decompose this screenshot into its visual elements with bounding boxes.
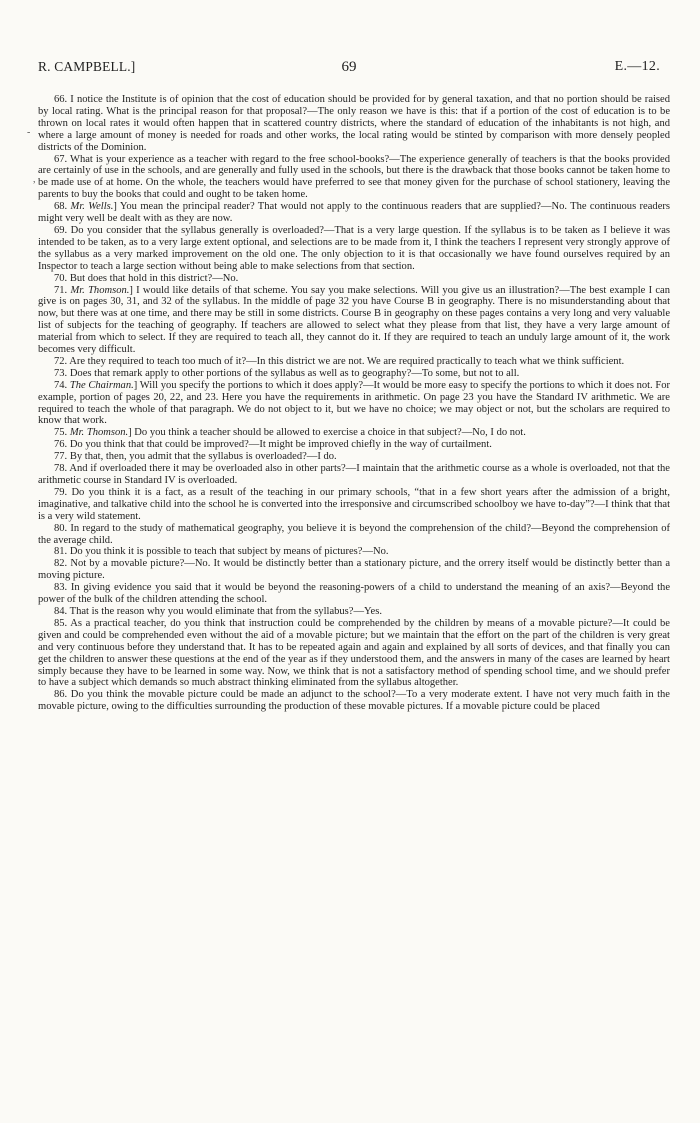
paragraph-text: 66. I notice the Institute is of opinion that the cost of education should be provided for by general taxation, and that no portion should be raised by local rating. What is the principal reason for that proposal?—The only reason we have is this: that if a portion of the cost of education is to be thrown on local rates it would often happen that in scattered country districts, where the standard of education of the inhabitants is not high, and where a large amount of money is needed for roads and other works, the local rating would be stinted by comparison with more densely peopled districts of the Dominion. [38,94,670,153]
speaker-name: Mr. Thomson. [70,284,130,296]
paragraph-text: 81. Do you think it is possible to teach that subject by means of pictures?—No. [54,546,389,558]
question-answer-paragraph [38,451,670,463]
question-answer-paragraph [38,427,670,439]
paragraph-text: 79. Do you think it is a fact, as a result of the teaching in our primary schools, “that in a few short years after the admission of a bright, imaginative, and talkative child into the school he is converted into the irresponsive and circumscribed schoolboy we have to-day”?—I think that that is a very wild statement. [38,486,670,522]
paragraph-text: 77. By that, then, you admit that the syllabus is overloaded?—I do. [54,451,337,463]
paragraph-text: 85. As a practical teacher, do you think that instruction could be comprehended by the children by means of a movable picture?—It could be given and could be comprehended even without the aid of a movable picture; but we maintain that the effort on the part of the children is very great and very continuous before they understand that. It has to be repeated again and again and explained by all sorts of devices, and that finally you can get the children to answer these questions at the end of the year as if they understood them, and the answers in many of the cases are learned by heart simply because they have to be learned in some way. Now, we think that is not a satisfactory method of spending school time, and we should prefer to have a subject which demands so much abstract thinking eliminated from the syllabus altogether. [38,617,670,689]
question-answer-paragraph [38,356,670,368]
paragraph-text: 75. [54,427,70,439]
question-answer-paragraph [38,689,670,713]
question-answer-paragraph [38,285,670,356]
paragraph-text: 78. And if overloaded there it may be overloaded also in other parts?—I maintain that the arithmetic course as a whole is overloaded, not that the arithmetic course in Standard IV is overloaded. [38,463,670,486]
paragraph-text-continued: ] You mean the principal reader? That would not apply to the continuous readers that are supplied?—No. The continuous readers might very well be dealt with as they are now. [38,201,670,225]
header-witness-name: R. CAMPBELL.] [38,59,136,74]
testimony-body [38,94,670,713]
page-number: 69 [341,59,357,75]
question-answer-paragraph [38,380,670,428]
question-answer-paragraph [38,94,670,154]
paragraph-text: 69. Do you consider that the syllabus generally is overloaded?—That is a very large question. If the syllabus is to be taken as I believe it was intended to be taken, as to a very large extent optional, and selections are to be made from it, I think the teachers I represent very strongly approve of the syllabus as a very marked improvement on the old one. The only objection to it is that occasionally we have found ourselves required by an Inspector to teach a large section without being able to make selections from that section. [38,224,670,272]
document-reference: E.—12. [614,59,660,74]
question-answer-paragraph [38,546,670,558]
question-answer-paragraph [38,523,670,547]
paragraph-text: 80. In regard to the study of mathematical geography, you believe it is beyond the comprehension of the child?—Beyond the comprehension of the average child. [38,522,670,546]
paragraph-text: 86. Do you think the movable picture could be made an adjunct to the school?—To a very moderate extent. I have not very much faith in the movable picture, owing to the difficulties surrounding the production of these movable pictures. If a movable picture could be placed [38,689,670,713]
paragraph-text-continued: ] I would like details of that scheme. You say you make selections. Will you give us an illustration?—The best example I can give is on pages 30, 31, and 32 of the syllabus. In the middle of page 32 you have Course B in geography. There is no misunderstanding about that now, but there was at one time, and there may be still in some districts. Course B in geography on these pages contains a very long and very valuable list of subjects for the teaching of geography. If teachers are allowed to select what they please from that list, they have a very large amount of material from which to select. If they are required to teach all, they cannot do it. If they are required to teach an unduly large amount of it, the work becomes very difficult. [38,284,670,356]
question-answer-paragraph [38,368,670,380]
paragraph-text: 73. Does that remark apply to other portions of the syllabus as well as to geography?—To some, but not to all. [54,367,520,379]
question-answer-paragraph [38,487,670,523]
question-answer-paragraph [38,618,670,689]
question-answer-paragraph [38,558,670,582]
paragraph-text: 83. In giving evidence you said that it would be beyond the reasoning-powers of a child to understand the meaning of an axis?—Beyond the power of the bulk of the children attending the school. [38,582,670,606]
paragraph-text-continued: ] Will you specify the portions to which it does apply?—It would be more easy to specify the portions to which it does not. For example, portion of pages 20, 22, and 23. Here you have the requirements in arithmetic. On page 23 you have the Standard IV arithmetic. We are required to teach the whole of that paragraph. We do not object to it, but we have no choice; we may object or not, but the scholars are required to know that work. [38,379,671,427]
paragraph-text-continued: ] Do you think a teacher should be allowed to exercise a choice in that subject?—No, I do not. [128,427,526,439]
speaker-name: The Chairman. [69,379,134,391]
page-header [38,56,660,78]
paragraph-text: 82. Not by a movable picture?—No. It would be distinctly better than a stationary picture, and the orrery itself would be distinctly better than a moving picture. [38,558,670,582]
speaker-name: Mr. Thomson. [69,427,129,439]
paragraph-text: 74. [54,379,70,391]
question-answer-paragraph [38,273,670,285]
paragraph-text: 72. Are they required to teach too much of it?—In this district we are not. We are required practically to teach what we think sufficient. [54,355,625,367]
question-answer-paragraph [38,154,670,202]
question-answer-paragraph [38,463,670,487]
paragraph-text: 70. But does that hold in this district?—No. [54,272,239,284]
question-answer-paragraph [38,225,670,273]
paragraph-text: 84. That is the reason why you would eliminate that from the syllabus?—Yes. [54,605,382,617]
question-answer-paragraph [38,606,670,618]
paragraph-text: 67. What is your experience as a teacher with regard to the free school-books?—The experience generally of teachers is that the books provided are certainly of use in the schools, and are generally and fully used in the schools, but there is the drawback that those books cannot be taken home to be made use of at home. On the whole, the teachers would have preferred to see that money given for the purchase of school stationery, leaving the parents to buy the books that could and ought to be taken home. [38,153,670,201]
margin-mark: - [27,127,31,138]
question-answer-paragraph [38,201,670,225]
question-answer-paragraph [38,439,670,451]
speaker-name: Mr. Wells. [70,201,114,213]
margin-mark: , [33,174,36,185]
question-answer-paragraph [38,582,670,606]
paragraph-text: 76. Do you think that that could be improved?—It might be improved chiefly in the way of curtailment. [54,439,492,451]
paragraph-text: 68. [54,201,71,213]
paragraph-text: 71. [54,284,71,296]
